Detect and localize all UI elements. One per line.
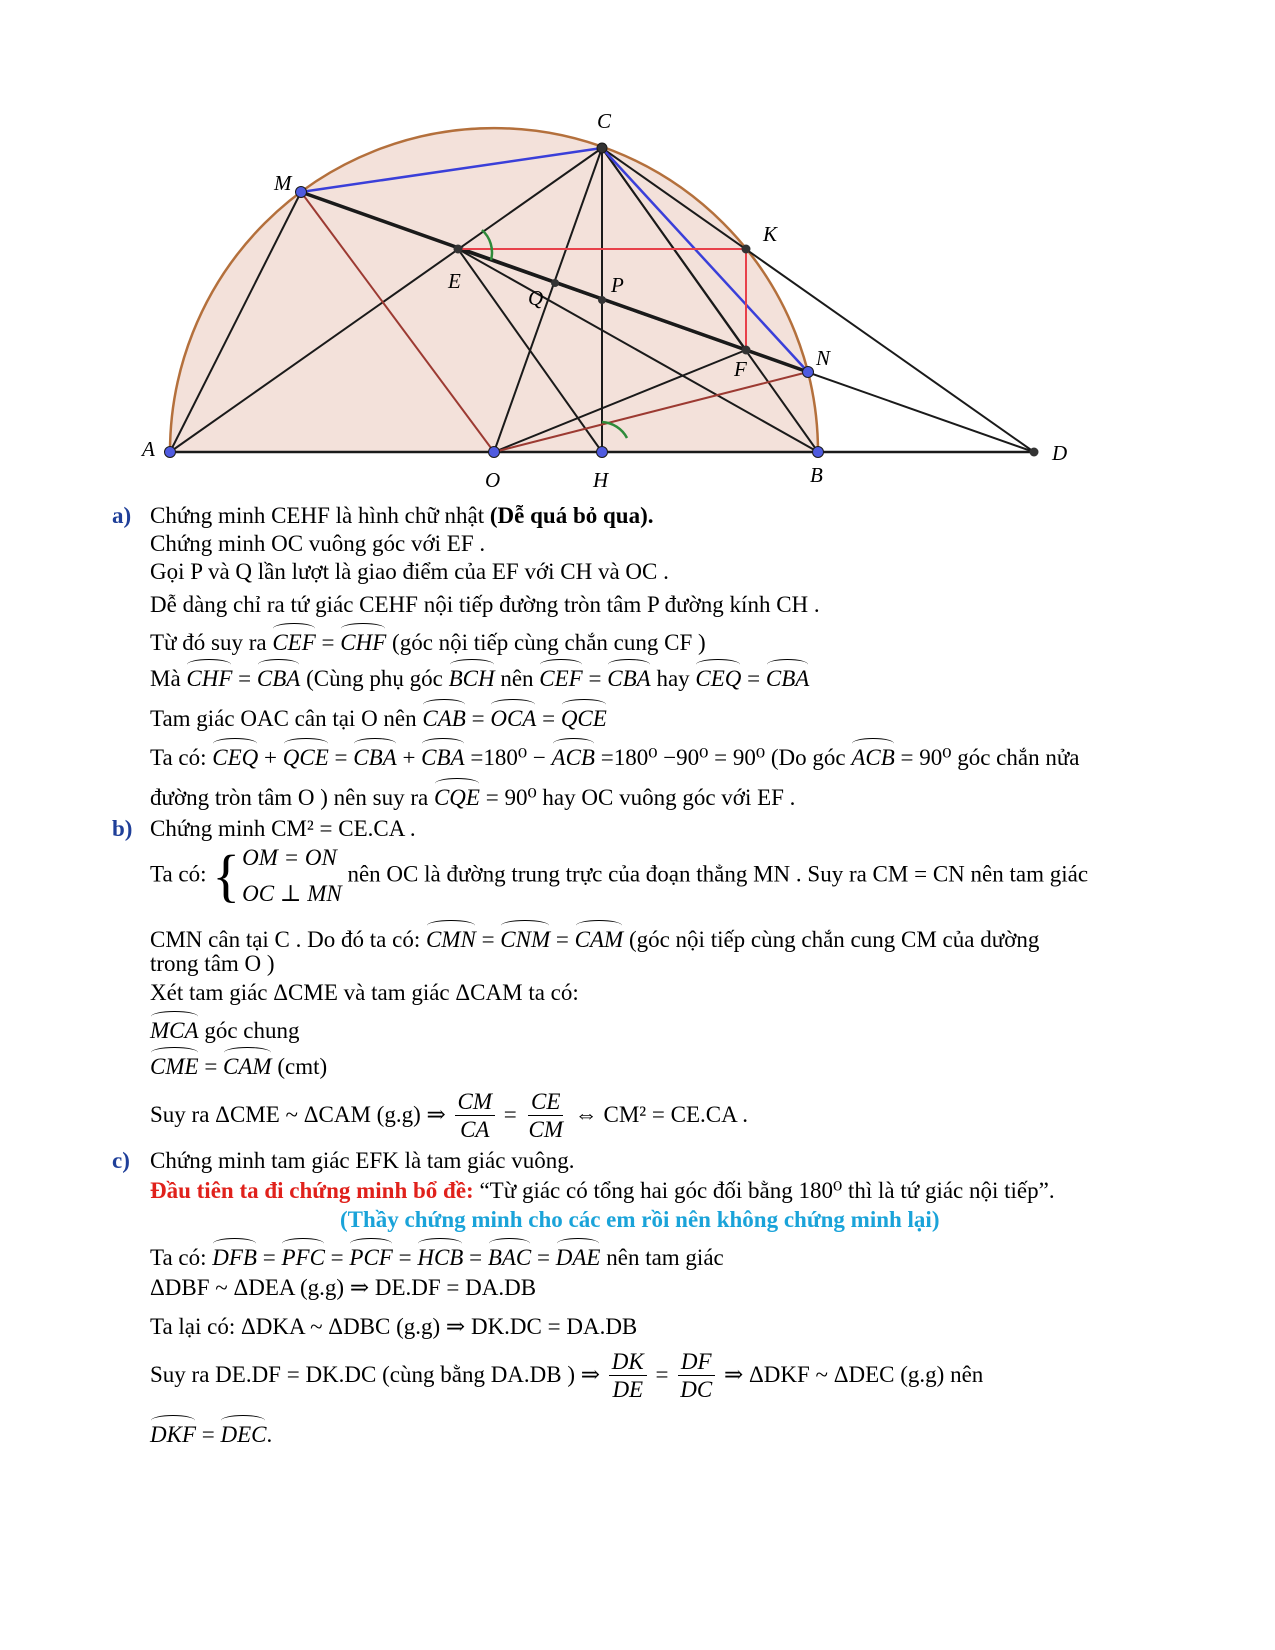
- point-B: [813, 447, 824, 458]
- label-D: D: [1052, 441, 1068, 465]
- part-a-line4: Dễ dàng chỉ ra tứ giác CEHF nội tiếp đường tròn tâm P đường kính CH .: [150, 592, 820, 617]
- part-a-line5: Từ đó suy ra CEF = CHF (góc nội tiếp cùng chắn cung CF ): [150, 626, 706, 656]
- part-a-line3: Gọi P và Q lần lượt là giao điểm của EF với CH và OC .: [150, 559, 669, 584]
- point-C: [597, 143, 607, 153]
- point-O: [489, 447, 500, 458]
- geometry-figure: [130, 100, 1090, 500]
- part-b-line2: Ta có: { OM = ON OC ⊥ MN nên OC là đường trung trực của đoạn thẳng MN . Suy ra CM = CN nên tam giác: [150, 840, 1088, 912]
- part-c-line2: Đầu tiên ta đi chứng minh bổ đề: “Từ giác có tổng hai góc đối bằng 180⁰ thì là tứ giác nội tiếp”.: [150, 1178, 1055, 1203]
- part-a-line6: Mà CHF = CBA (Cùng phụ góc BCH nên CEF = CBA hay CEQ = CBA: [150, 662, 809, 692]
- part-c-line4: Ta có: DFB = PFC = PCF = HCB = BAC = DAE nên tam giác: [150, 1241, 724, 1271]
- point-M: [296, 187, 307, 198]
- part-c-line7: Suy ra DE.DF = DK.DC (cùng bằng DA.DB ) ⇒ $\frac{DK}{DE}$ = $\frac{DF}{DC}$ ⇒ ΔDKF ~ ΔDEC (g.g) nên: [150, 1349, 984, 1403]
- part-b-line3: CMN cân tại C . Do đó ta có: CMN = CNM = CAM (góc nội tiếp cùng chắn cung CM của dường: [150, 923, 1039, 953]
- label-C: C: [597, 109, 612, 133]
- part-c-line5: ΔDBF ~ ΔDEA (g.g) ⇒ DE.DF = DA.DB: [150, 1275, 537, 1300]
- part-c-note: (Thầy chứng minh cho các em rồi nên không chứng minh lại): [340, 1207, 940, 1232]
- semicircle-fill: [170, 128, 818, 452]
- point-H: [597, 447, 608, 458]
- part-a-line8: Ta có: CEQ + QCE = CBA + CBA =180⁰ − ACB =180⁰ −90⁰ = 90⁰ (Do góc ACB = 90⁰ góc chắn nửa: [150, 741, 1080, 771]
- point-A: [165, 447, 176, 458]
- point-N: [803, 367, 814, 378]
- label-B: B: [810, 463, 823, 487]
- label-K: K: [763, 222, 778, 246]
- point-E: [454, 245, 463, 254]
- label-A: A: [142, 437, 155, 461]
- point-D: [1030, 448, 1039, 457]
- label-O: O: [485, 468, 501, 492]
- part-b-line1: Chứng minh CM² = CE.CA .: [150, 816, 416, 841]
- label-P: P: [611, 273, 624, 297]
- label-E: E: [448, 269, 461, 293]
- part-b-line4: trong tâm O ): [150, 951, 275, 976]
- point-K: [742, 245, 751, 254]
- part-b-line5: Xét tam giác ΔCME và tam giác ΔCAM ta có:: [150, 980, 579, 1005]
- part-a-line7: Tam giác OAC cân tại O nên CAB = OCA = QCE: [150, 702, 607, 732]
- part-b-label: b): [112, 816, 133, 841]
- point-P: [598, 296, 606, 304]
- part-c-line8: DKF = DEC.: [150, 1418, 272, 1448]
- part-c-label: c): [112, 1148, 130, 1173]
- part-a-label: a): [112, 503, 132, 528]
- part-a-line9: đường tròn tâm O ) nên suy ra CQE = 90⁰ hay OC vuông góc với EF .: [150, 781, 795, 811]
- part-a-line2: Chứng minh OC vuông góc với EF .: [150, 531, 486, 556]
- point-F: [742, 346, 751, 355]
- part-b-line7: CME = CAM (cmt): [150, 1050, 327, 1080]
- label-H: H: [593, 468, 609, 492]
- label-N: N: [816, 346, 831, 370]
- part-c-line6: Ta lại có: ΔDKA ~ ΔDBC (g.g) ⇒ DK.DC = DA.DB: [150, 1314, 638, 1339]
- label-M: M: [274, 171, 292, 195]
- point-Q: [551, 279, 559, 287]
- part-b-line8: Suy ra ΔCME ~ ΔCAM (g.g) ⇒ $\frac{CM}{CA}$ = $\frac{CE}{CM}$ ⇔ CM² = CE.CA .: [150, 1089, 748, 1143]
- label-F: F: [734, 357, 747, 381]
- part-b-line6: MCA góc chung: [150, 1014, 299, 1044]
- label-Q: Q: [528, 286, 544, 310]
- equation-system: { OM = ON OC ⊥ MN: [212, 843, 342, 908]
- part-c-line1: Chứng minh tam giác EFK là tam giác vuông.: [150, 1148, 575, 1173]
- part-a-title: Chứng minh CEHF là hình chữ nhật (Dễ quá bỏ qua).: [150, 503, 654, 528]
